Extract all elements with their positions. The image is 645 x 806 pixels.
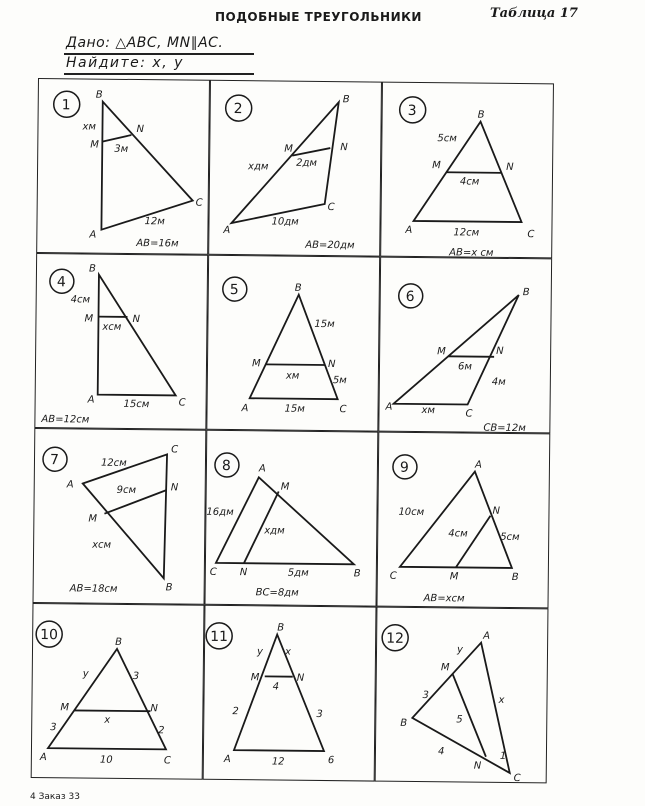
vertex-label: B xyxy=(342,94,350,106)
problem-number: 10 xyxy=(40,627,59,644)
vertex-label: N xyxy=(239,567,248,579)
triangle-outline xyxy=(400,471,513,568)
triangle-outline xyxy=(412,642,511,773)
problem-10-figure xyxy=(32,604,206,781)
triangle-outline xyxy=(101,102,193,231)
given-value: AB=20дм xyxy=(305,239,355,252)
find-statement: Найдите: x, y xyxy=(66,55,184,71)
problem-2-figure xyxy=(209,81,383,258)
problem-cell-3 xyxy=(380,82,554,259)
page-title: ПОДОБНЫЕ ТРЕУГОЛЬНИКИ xyxy=(215,10,422,24)
given-value: CB=12м xyxy=(483,422,526,435)
given-statement: Дано: △ABC, MN∥AC. xyxy=(66,35,224,51)
segment-label: 4 xyxy=(437,746,445,758)
problem-8-figure xyxy=(205,431,379,608)
segment-label: xм xyxy=(285,370,300,382)
parallel-segment-mn xyxy=(266,364,325,365)
vertex-label: N xyxy=(496,345,504,357)
problem-cell-5 xyxy=(206,255,380,432)
problem-cell-4 xyxy=(34,253,208,430)
problem-cell-6 xyxy=(378,257,552,434)
segment-label: x xyxy=(284,646,291,658)
vertex-label: C xyxy=(171,444,179,456)
given-value: AB=18см xyxy=(69,583,118,595)
problem-3-figure xyxy=(381,83,555,260)
given-value: AB=16м xyxy=(136,238,179,250)
vertex-label: C xyxy=(513,773,521,785)
segment-label: 4см xyxy=(448,528,468,540)
problem-cell-2 xyxy=(208,80,382,257)
vertex-label: N xyxy=(296,672,305,684)
segment-label: 5см xyxy=(500,531,520,544)
segment-label: 1 xyxy=(499,750,507,762)
vertex-label: C xyxy=(389,570,397,582)
segment-label: xдм xyxy=(264,525,285,537)
vertex-label: M xyxy=(250,672,260,684)
vertex-label: N xyxy=(150,703,158,715)
vertex-label: N xyxy=(340,142,348,154)
vertex-label: N xyxy=(170,482,179,494)
problem-cell-7 xyxy=(33,428,207,605)
vertex-label: N xyxy=(506,161,514,173)
vertex-label: A xyxy=(87,394,95,406)
segment-label: 12м xyxy=(144,216,165,228)
segment-label: xм xyxy=(82,121,97,133)
vertex-label: A xyxy=(241,403,249,415)
vertex-label: B xyxy=(294,282,302,294)
problem-12-figure xyxy=(376,608,550,785)
vertex-label: A xyxy=(39,752,47,764)
problem-number: 1 xyxy=(61,97,71,114)
problem-cell-10 xyxy=(31,603,205,780)
problem-5-figure xyxy=(207,256,381,433)
parallel-segment-mn xyxy=(446,172,502,173)
segment-label: 15м xyxy=(284,403,305,415)
segment-label: 16дм xyxy=(206,506,234,519)
triangle-outline xyxy=(48,648,167,749)
find-underline xyxy=(64,73,254,75)
problem-number: 4 xyxy=(56,274,66,291)
table-label: Таблица 17 xyxy=(490,6,578,21)
given-value: BC=8дм xyxy=(255,587,299,599)
problem-number: 2 xyxy=(233,101,243,118)
vertex-label: A xyxy=(385,401,393,413)
problem-cell-8 xyxy=(204,430,378,607)
vertex-label: A xyxy=(258,463,266,475)
problem-number: 5 xyxy=(229,282,239,299)
problem-number: 6 xyxy=(405,288,415,305)
vertex-label: M xyxy=(280,481,290,493)
segment-label: x xyxy=(498,694,505,706)
segment-label: 5м xyxy=(332,375,347,387)
vertex-label: A xyxy=(66,479,74,491)
segment-label: 10см xyxy=(398,506,425,519)
problem-cell-11 xyxy=(203,605,377,782)
problem-number: 3 xyxy=(407,102,417,119)
segment-label: xсм xyxy=(102,321,122,333)
given-value: AB=xсм xyxy=(423,593,465,605)
segment-label: 2дм xyxy=(296,157,318,169)
vertex-label: M xyxy=(90,139,99,151)
vertex-label: M xyxy=(440,662,450,674)
problem-4-figure xyxy=(35,254,209,431)
problem-7-figure xyxy=(33,429,207,606)
vertex-label: M xyxy=(251,358,261,370)
problem-number: 9 xyxy=(399,459,409,476)
vertex-label: B xyxy=(277,622,285,634)
vertex-label: N xyxy=(132,314,141,326)
problem-9-figure xyxy=(377,433,551,610)
segment-label: 10 xyxy=(99,754,113,766)
segment-label: 3 xyxy=(50,722,57,734)
segment-label: 4м xyxy=(491,376,506,388)
segment-label: 12 xyxy=(271,756,285,768)
segment-label: y xyxy=(82,668,89,680)
vertex-label: A xyxy=(89,229,97,241)
segment-label: 5дм xyxy=(287,567,309,579)
vertex-label: N xyxy=(473,760,482,772)
triangle-outline xyxy=(98,275,177,396)
vertex-label: C xyxy=(327,202,335,214)
vertex-label: M xyxy=(449,571,459,583)
vertex-label: C xyxy=(527,229,535,241)
vertex-label: M xyxy=(432,160,441,172)
segment-label: 9см xyxy=(116,484,137,497)
vertex-label: B xyxy=(522,287,530,299)
problem-cell-1 xyxy=(36,78,210,255)
vertex-label: N xyxy=(327,359,336,371)
triangle-outline xyxy=(250,294,339,399)
segment-label: 3 xyxy=(422,690,429,702)
parallel-segment-mn xyxy=(456,515,491,567)
problem-6-figure xyxy=(379,258,553,435)
segment-label: 15м xyxy=(314,318,335,331)
page-footer: 4 Заказ 33 xyxy=(30,792,80,802)
segment-label: 3 xyxy=(316,708,323,721)
segment-label: 4см xyxy=(70,294,91,306)
vertex-label: B xyxy=(477,109,485,121)
vertex-label: A xyxy=(405,224,413,236)
segment-label: 4 xyxy=(272,681,280,693)
vertex-label: A xyxy=(474,459,482,471)
segment-label: xм xyxy=(421,405,436,417)
given-value-visible: AB=x см xyxy=(449,247,494,259)
triangle-outline xyxy=(234,634,325,751)
vertex-label: B xyxy=(115,636,123,648)
segment-label: 3м xyxy=(114,143,129,155)
vertex-label: C xyxy=(339,404,347,416)
segment-label: 4см xyxy=(459,176,480,188)
segment-label: 5 xyxy=(456,714,463,726)
segment-label: 12см xyxy=(453,227,480,239)
segment-label: 6 xyxy=(327,755,335,767)
vertex-label: C xyxy=(178,397,186,409)
vertex-label: A xyxy=(223,224,231,237)
problem-number: 7 xyxy=(49,452,60,469)
segment-label: 15см xyxy=(123,398,150,411)
vertex-label: M xyxy=(84,313,94,325)
segment-label: y xyxy=(456,644,464,656)
segment-label: 10дм xyxy=(271,216,299,228)
vertex-label: N xyxy=(492,505,501,517)
problem-cell-9 xyxy=(376,432,550,609)
vertex-label: M xyxy=(88,513,98,525)
vertex-label: C xyxy=(195,197,203,209)
vertex-label: M xyxy=(284,143,293,155)
vertex-label: B xyxy=(511,571,519,584)
vertex-label: B xyxy=(88,263,96,275)
vertex-label: B xyxy=(165,582,173,594)
vertex-label: C xyxy=(465,408,473,420)
parallel-segment-mn xyxy=(102,135,131,142)
problem-cell-12 xyxy=(375,607,549,784)
vertex-label: A xyxy=(483,630,491,642)
vertex-label: C xyxy=(163,755,171,767)
vertex-label: B xyxy=(353,568,361,580)
segment-label: 5см xyxy=(437,133,457,145)
segment-label: 2 xyxy=(232,706,239,718)
vertex-label: N xyxy=(136,124,145,136)
segment-label: 2 xyxy=(158,725,165,737)
given-value: AB=12см xyxy=(41,414,90,426)
problem-number: 8 xyxy=(221,457,231,475)
vertex-label: M xyxy=(60,702,70,714)
vertex-label: B xyxy=(400,717,408,729)
vertex-label: M xyxy=(437,346,446,358)
segment-label: xсм xyxy=(92,539,112,551)
vertex-label: B xyxy=(95,89,103,101)
vertex-label: A xyxy=(223,753,231,766)
segment-label: 6м xyxy=(457,361,472,373)
problem-number: 12 xyxy=(386,630,405,647)
parallel-segment-mn xyxy=(74,710,150,711)
segment-label: 12см xyxy=(100,457,127,469)
vertex-label: C xyxy=(209,566,217,578)
segment-label: y xyxy=(256,646,263,658)
problem-grid xyxy=(31,78,556,785)
segment-label: 3 xyxy=(132,671,140,683)
problem-1-figure xyxy=(37,79,211,256)
problem-11-figure xyxy=(204,606,378,783)
segment-label: xдм xyxy=(248,161,269,173)
segment-label: x xyxy=(104,714,111,726)
problem-number: 11 xyxy=(210,628,229,646)
